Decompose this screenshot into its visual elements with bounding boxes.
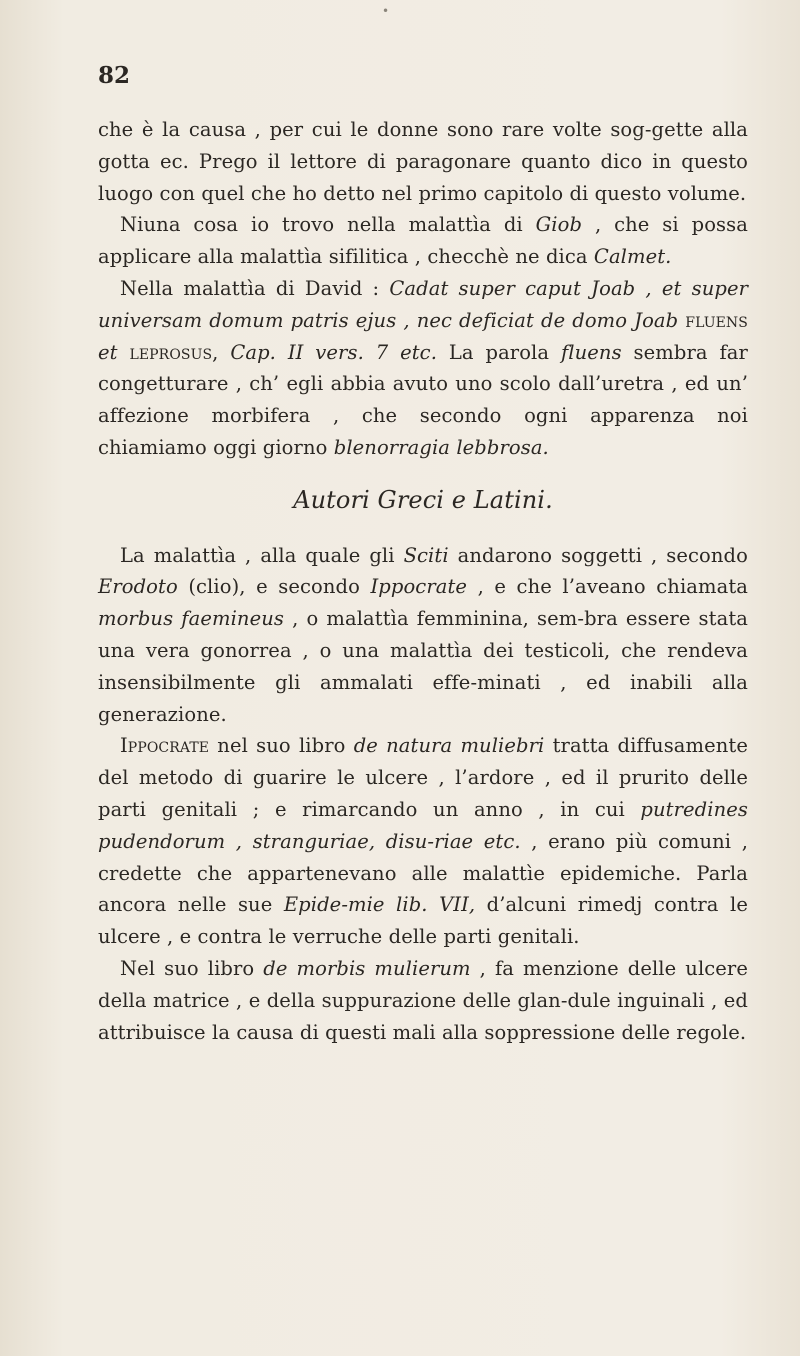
section-title: Autori Greci e Latini. [293,485,553,514]
paragraph-6: Nel suo libro de morbis mulierum , fa menzione delle ulcere della matrice , e della suppurazione delle glan‑dule inguinali , ed attribuisce la causa di questi mali alla soppressione delle regole. [98,956,748,1044]
paragraph-2: Niuna cosa io trovo nella malattìa di Giob , che si possa applicare alla malattìa sifilitica , checchè ne dica Calmet. [98,213,748,269]
page-mark: • [382,4,390,18]
page-number: 82 [98,62,131,89]
paragraph-5: Ippocrate nel suo libro de natura muliebri tratta diffusamente del metodo di guarire le ulcere , l’ardore , ed il prurito delle parti genitali ; e rimarcando un anno , in cui putredines pudendorum , stranguriae, disu‑riae etc. , erano più comuni , credette che appartenevano alle malattìe epidemiche. Parla ancora nelle sue Epide‑mie lib. VII, d’alcuni rimedj contra le ulcere , e contra le verruche delle parti genitali. [98,734,749,949]
body-text [98,114,748,1048]
paragraph-1: che è la causa , per cui le donne sono rare volte sog‑gette alla gotta ec. Prego il lettore di paragonare quanto dico in questo luogo con quel che ho detto nel primo capitolo di questo volume. [98,118,748,205]
paragraph-3: Nella malattìa di David : Cadat super caput Joab , et super universam domum patris ejus , nec deficiat de domo Joab fluens et leprosus, Cap. II vers. 7 etc. La parola fluens sembra far congetturare , ch’ egli abbia avuto uno scolo dall’uretra , ed un’ affezione morbifera , che secondo ogni apparenza noi chiamiamo oggi giorno blenorragia lebbrosa. [98,276,749,459]
paragraph-4: La malattìa , alla quale gli Sciti andarono soggetti , secondo Erodoto (clio), e secondo Ippocrate , e che l’aveano chiamata morbus faemineus , o malattìa femminina, sem‑bra essere stata una vera gonorrea , o una malattìa dei testicoli, che rendeva insensibilmente gli ammalati effe‑minati , ed inabili alla generazione. [98,543,748,726]
